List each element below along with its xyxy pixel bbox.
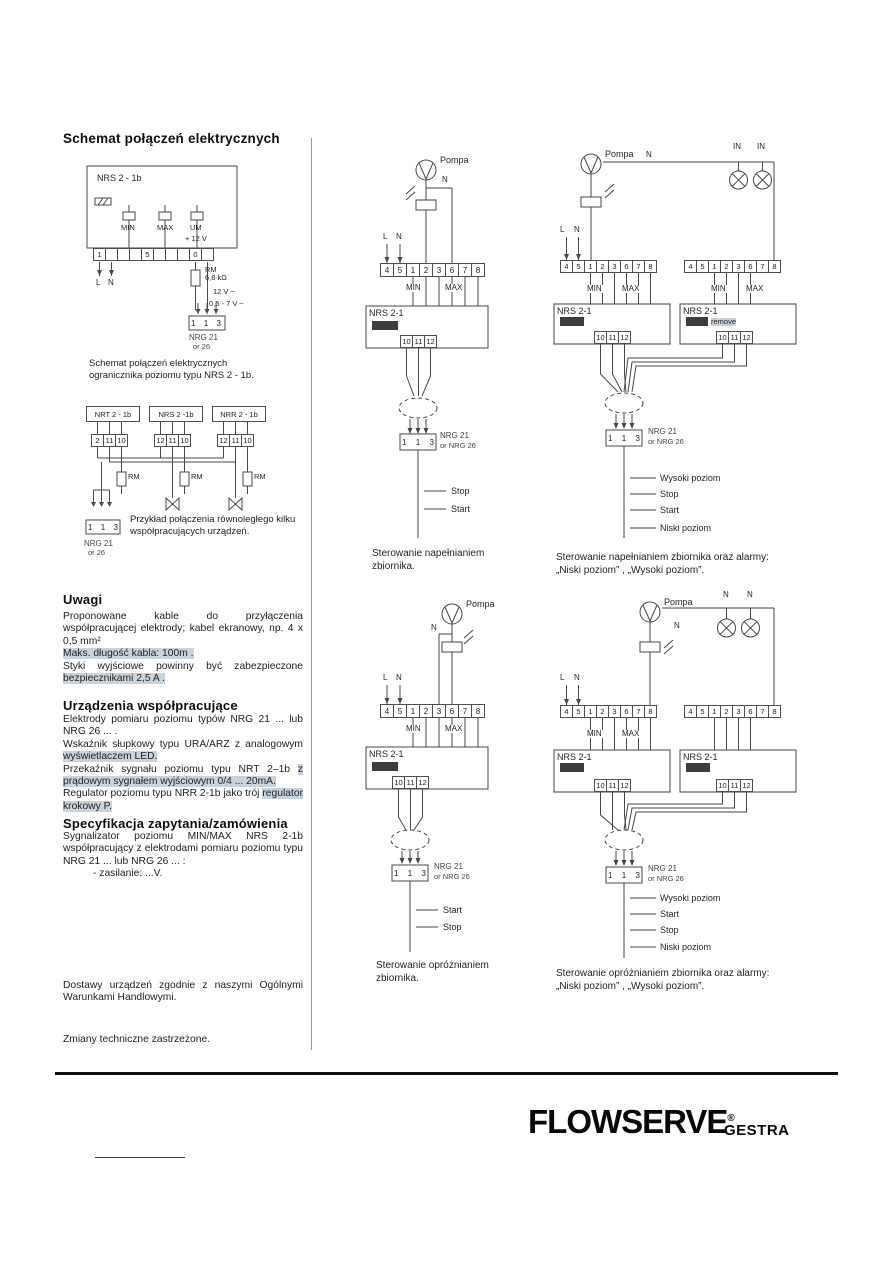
diagram-parallel-art: [80, 402, 300, 572]
registered-mark: ®: [727, 1113, 734, 1124]
terminal: 10: [178, 434, 191, 447]
terminal: 6: [620, 260, 633, 273]
stop-level-label: Stop: [660, 489, 679, 499]
paragraph-line: - zasilanie: ...V.: [93, 868, 163, 880]
lamp-label: IN: [757, 142, 765, 151]
electrode-terminal: 1: [203, 319, 209, 328]
device-box-nrt: NRT 2 - 1b: [86, 406, 140, 422]
electrode-type-label: NRG 21: [648, 864, 677, 873]
specyfikacja-paragraph: [63, 831, 303, 881]
electrode-type-label2: or 26: [193, 342, 211, 351]
pump-label: Pompa: [440, 155, 469, 165]
device-label: NRS 2-1: [557, 306, 592, 316]
terminal: 6: [445, 704, 459, 718]
output-terminal-strip: [716, 331, 753, 344]
electrode-type-label2: or NRG 26: [440, 441, 476, 450]
electrode-terminal: 3: [635, 871, 640, 880]
max-label: MAX: [622, 284, 640, 293]
electrode-terminal: 1: [402, 438, 407, 447]
diagram-nrs21b-wiring: [85, 158, 300, 393]
caption-line: Sterowanie napełnianiem zbiornika oraz alarmy:: [556, 552, 769, 563]
plus12v-label: + 12 V: [185, 234, 207, 243]
neutral-label: N: [574, 225, 580, 234]
start-level-label: Start: [660, 909, 680, 919]
paragraph-line: Wskaźnik słupkowy typu URA/ARZ z analogowym: [63, 738, 303, 750]
terminal: 12: [618, 331, 631, 344]
terminal: 6: [744, 260, 757, 273]
start-level-label: Start: [451, 504, 471, 514]
terminal: 6: [620, 705, 633, 718]
terminal: 11: [229, 434, 242, 447]
terminal: 3: [608, 705, 621, 718]
electrode-terminal: 1: [191, 319, 196, 328]
terminal: 11: [412, 335, 425, 348]
terminal: 12: [740, 331, 753, 344]
diagram-caption: [556, 552, 769, 577]
terminal: 2: [91, 434, 104, 447]
output-terminal-strip: [594, 331, 631, 344]
electrode-terminal: 1: [394, 869, 399, 878]
electrode-terminals: [608, 871, 640, 880]
diagram-fill-alarms-art: [550, 142, 810, 584]
terminal: 7: [756, 705, 769, 718]
min-label: MIN: [121, 223, 135, 232]
paragraph-line: Elektrody pomiaru poziomu typów NRG 21 ... lub NRG 26 ... .: [63, 714, 303, 738]
terminal-strip: [684, 260, 781, 273]
diagram-caption: [89, 358, 254, 381]
paragraph-line: Przekaźnik sygnału poziomu typu NRT 2–1b: [63, 763, 298, 775]
electrode-terminals: [191, 319, 221, 328]
output-terminal-strip: [392, 776, 429, 789]
electrode-terminal: 1: [415, 438, 421, 447]
terminal-strip: [560, 260, 657, 273]
start-level-label: Start: [443, 905, 463, 915]
terminal: 1: [584, 705, 597, 718]
max-label: MAX: [622, 729, 640, 738]
electrode-type-label: NRG 21: [189, 333, 218, 342]
device-label: NRS 2 - 1b: [97, 173, 142, 183]
terminal: 12: [416, 776, 429, 789]
output-terminal-strip: [400, 335, 437, 348]
electrode-terminal: 1: [608, 871, 613, 880]
terminal: 1: [708, 260, 721, 273]
terminal: 10: [716, 331, 729, 344]
lamp-label: N: [747, 590, 753, 599]
terminal: 8: [768, 705, 781, 718]
caption-line: zbiornika.: [376, 972, 419, 984]
caption-line: Schemat połączeń elektrycznych: [89, 358, 228, 369]
electrode-terminal: 1: [88, 523, 93, 532]
max-label: MAX: [445, 283, 463, 292]
low-level-label: Niski poziom: [660, 942, 712, 952]
paragraph-line: Regulator poziomu typu NRR 2-1b jako trój: [63, 788, 263, 800]
diagram-fill-control-art: [352, 148, 565, 588]
electrode-type-label: NRG 21: [84, 539, 113, 548]
max-label: MAX: [746, 284, 764, 293]
max-label: MAX: [445, 724, 463, 733]
max-label: MAX: [157, 223, 174, 232]
electrode-terminals: [394, 869, 426, 878]
electrode-type-label2: or NRG 26: [648, 874, 684, 883]
neutral-label: N: [108, 278, 114, 287]
voltage-range-label: 0,5 - 7 V ~: [209, 299, 244, 308]
electrode-type-label2: or NRG 26: [434, 872, 470, 881]
min-label: MIN: [587, 284, 602, 293]
device-label: NRS 2-1: [683, 306, 718, 316]
neutral-label: N: [431, 623, 437, 632]
terminal: 7: [458, 263, 472, 277]
lamp-label: IN: [733, 142, 741, 151]
electrode-terminal: 3: [429, 438, 434, 447]
terminal: 11: [404, 776, 417, 789]
terminal: 11: [728, 779, 741, 792]
terminal: 5: [572, 705, 585, 718]
device-label: NRS 2-1: [683, 752, 718, 762]
electrode-terminal: 1: [100, 523, 106, 532]
line-label: L: [383, 673, 388, 682]
terminal: 12: [618, 779, 631, 792]
terminal-strip: [380, 704, 485, 718]
section-title-urzadzenia: Urządzenia współpracujące: [63, 698, 238, 713]
paragraph-line-highlight: z prądowym sygnałem wyjściowym 0/4 ... 20mA.: [63, 763, 303, 788]
electrode-terminals: [402, 438, 434, 447]
diagram-parallel-connection: [80, 402, 300, 572]
terminal: 4: [560, 260, 573, 273]
terminal: 4: [684, 260, 697, 273]
device-label: NRS 2-1: [557, 752, 592, 762]
terminal: 0: [189, 248, 202, 261]
flowserve-logo-text: FLOWSERVE: [528, 1103, 728, 1140]
terminal: 7: [632, 705, 645, 718]
caption-line: Sterowanie napełnianiem: [372, 548, 485, 559]
flowserve-logo: [528, 1103, 734, 1141]
terminal: 12: [740, 779, 753, 792]
line-label: L: [560, 673, 565, 682]
terminal-strip: [684, 705, 781, 718]
diagram-fill-control: [352, 148, 565, 588]
terminal: 4: [684, 705, 697, 718]
gestra-logo: GESTRA: [724, 1122, 790, 1139]
electrode-type-label2: or 26: [88, 548, 106, 557]
terminal: 6: [744, 705, 757, 718]
output-terminal-strip: [716, 779, 753, 792]
electrode-terminal: 1: [407, 869, 413, 878]
line-label: L: [560, 225, 565, 234]
stop-level-label: Stop: [660, 925, 679, 935]
terminal-strip: [380, 263, 485, 277]
diagram-empty-alarms: [550, 590, 810, 1032]
electrode-terminals: [88, 523, 118, 532]
terminal: 6: [445, 263, 459, 277]
pump-label: Pompa: [664, 597, 693, 607]
terminal: 3: [608, 260, 621, 273]
electrode-terminal: 1: [621, 434, 627, 443]
paragraph-line-highlight: wyświetlaczem LED.: [63, 751, 158, 763]
caption-line: „Niski poziom” , „Wysoki poziom”.: [556, 564, 705, 576]
urzadzenia-paragraph: [63, 714, 303, 813]
pump-label: Pompa: [605, 149, 634, 159]
paragraph-line-highlight: regulator krokowy P.: [63, 788, 303, 812]
terminal: 1: [93, 248, 106, 261]
paragraph-line: Proponowane kable do przyłączenia współpracującej elektrody; kabel ekranowy, np. 4 x 0,5 mm²: [63, 611, 303, 647]
remove-label: remove: [711, 317, 737, 326]
electrode-type-label: NRG 21: [440, 431, 469, 440]
high-level-label: Wysoki poziom: [660, 893, 721, 903]
electrode-terminal: 3: [113, 523, 118, 532]
footer-link[interactable]: [95, 1157, 185, 1158]
terminal: 5: [696, 260, 709, 273]
output-terminal-strip: [594, 779, 631, 792]
terminal: 11: [103, 434, 116, 447]
terminal-strip: [217, 434, 254, 447]
terminal: 2: [596, 705, 609, 718]
terminal: 3: [432, 263, 446, 277]
paragraph-line-highlight: bezpiecznikami 2,5 A .: [63, 673, 165, 685]
caption-line: ogranicznika poziomu typu NRS 2 - 1b.: [89, 369, 254, 381]
terminal: 3: [732, 705, 745, 718]
terminal: 8: [471, 704, 485, 718]
terminal: [201, 248, 214, 261]
terminal: 2: [596, 260, 609, 273]
device-box-nrs: NRS 2 -1b: [149, 406, 203, 422]
terminal: 7: [458, 704, 472, 718]
diagram-caption: [130, 514, 295, 537]
section-title-specyfikacja: Specyfikacja zapytania/zamówienia: [63, 816, 288, 831]
section-title-wiring: Schemat połączeń elektrycznych: [63, 131, 280, 146]
pump-label: Pompa: [466, 599, 495, 609]
terminal: 8: [768, 260, 781, 273]
device-box-nrr: NRR 2 - 1b: [212, 406, 266, 422]
terminal: 12: [154, 434, 167, 447]
rm-value-label: 6,8 kΩ: [205, 273, 227, 282]
terminal: 10: [392, 776, 405, 789]
paragraph-line: Sygnalizator poziomu MIN/MAX NRS 2-1b współpracujący z elektrodami pomiaru poziomu typu NRG 21 ... lub NRG 26 ... :: [63, 831, 303, 867]
terminal: 5: [393, 704, 407, 718]
electrode-terminal: 1: [621, 871, 627, 880]
terminal: 3: [732, 260, 745, 273]
terminal: 11: [606, 779, 619, 792]
neutral-label: N: [396, 232, 402, 241]
terminal: 10: [594, 331, 607, 344]
min-label: MIN: [587, 729, 602, 738]
stop-level-label: Stop: [451, 486, 470, 496]
caption-line: współpracujących urządzeń.: [130, 525, 250, 537]
terminal: 12: [217, 434, 230, 447]
terminal: 1: [406, 263, 420, 277]
caption-line: Sterowanie opróżnianiem zbiornika oraz alarmy:: [556, 968, 770, 979]
line-label: L: [383, 232, 388, 241]
neutral-label: N: [574, 673, 580, 682]
paragraph-line-highlight: Maks. długość kabla: 100m .: [63, 648, 194, 660]
terminal-strip: [154, 434, 191, 447]
electrode-terminals: [608, 434, 640, 443]
terminal: 5: [696, 705, 709, 718]
caption-line: „Niski poziom” , „Wysoki poziom”.: [556, 980, 705, 992]
terminal: 4: [560, 705, 573, 718]
diagram-caption: [376, 960, 489, 985]
terminal: 5: [393, 263, 407, 277]
terminal: 5: [572, 260, 585, 273]
terminal: 2: [419, 263, 433, 277]
terminal: 7: [632, 260, 645, 273]
terminal: 5: [141, 248, 154, 261]
low-level-label: Niski poziom: [660, 523, 712, 533]
diagram-caption: [372, 548, 484, 573]
section-title-uwagi: Uwagi: [63, 592, 103, 607]
diagram-caption: [556, 968, 769, 993]
rm-label: RM: [254, 472, 266, 481]
terminal: 2: [720, 705, 733, 718]
high-level-label: Wysoki poziom: [660, 473, 721, 483]
terminal: 3: [432, 704, 446, 718]
caption-line: zbiornika.: [372, 560, 415, 572]
terminal-strip: [93, 248, 214, 261]
terminal: 7: [756, 260, 769, 273]
zmiany-paragraph: Zmiany techniczne zastrzeżone.: [63, 1034, 211, 1045]
stop-level-label: Stop: [443, 922, 462, 932]
device-label: NRS 2-1: [369, 308, 404, 318]
dostawy-paragraph: Dostawy urządzeń zgodnie z naszymi Ogólnymi Warunkami Handlowymi.: [63, 980, 303, 1004]
electrode-terminal: 3: [216, 319, 221, 328]
terminal: 12: [424, 335, 437, 348]
terminal: 10: [241, 434, 254, 447]
electrode-terminal: 3: [635, 434, 640, 443]
paragraph-line: Styki wyjściowe powinny być zabezpieczone: [63, 660, 303, 672]
terminal: 4: [380, 704, 394, 718]
terminal-strip: [91, 434, 128, 447]
neutral-label: N: [674, 621, 680, 630]
electrode-type-label: NRG 21: [648, 427, 677, 436]
rm-label: RM: [205, 265, 217, 274]
electrode-type-label2: or NRG 26: [648, 437, 684, 446]
start-level-label: Start: [660, 505, 680, 515]
terminal: 10: [594, 779, 607, 792]
terminal: 10: [400, 335, 413, 348]
terminal: 2: [720, 260, 733, 273]
terminal: 1: [406, 704, 420, 718]
diagram-empty-alarms-art: [550, 590, 810, 1032]
caption-line: Przykład połączenia równoległego kilku: [130, 514, 296, 525]
uwagi-paragraph: [63, 611, 303, 685]
terminal: 2: [419, 704, 433, 718]
min-label: MIN: [406, 283, 421, 292]
line-label: L: [96, 278, 101, 287]
terminal: 11: [728, 331, 741, 344]
terminal: 8: [644, 705, 657, 718]
electrode-terminal: 3: [421, 869, 426, 878]
min-label: MIN: [711, 284, 726, 293]
terminal: 10: [115, 434, 128, 447]
um-label: UM: [190, 223, 202, 232]
footer-rule: [55, 1072, 838, 1075]
terminal: 1: [584, 260, 597, 273]
rm-label: RM: [128, 472, 140, 481]
device-label: NRS 2-1: [369, 749, 404, 759]
neutral-label: N: [396, 673, 402, 682]
caption-line: Sterowanie opróżnianiem: [376, 960, 489, 971]
electrode-type-label: NRG 21: [434, 862, 463, 871]
rm-label: RM: [191, 472, 203, 481]
terminal: 11: [166, 434, 179, 447]
terminal: 1: [708, 705, 721, 718]
terminal: 8: [471, 263, 485, 277]
diagram-empty-control: [352, 592, 565, 1032]
neutral-label: N: [442, 175, 448, 184]
min-label: MIN: [406, 724, 421, 733]
neutral-label: N: [646, 150, 652, 159]
electrode-terminal: 1: [608, 434, 613, 443]
diagram-fill-alarms: [550, 142, 810, 584]
column-divider: [311, 138, 312, 1050]
terminal: 10: [716, 779, 729, 792]
terminal: 11: [606, 331, 619, 344]
voltage-12v-label: 12 V ~: [213, 287, 235, 296]
lamp-label: N: [723, 590, 729, 599]
terminal: 4: [380, 263, 394, 277]
terminal-strip: [560, 705, 657, 718]
terminal: 8: [644, 260, 657, 273]
